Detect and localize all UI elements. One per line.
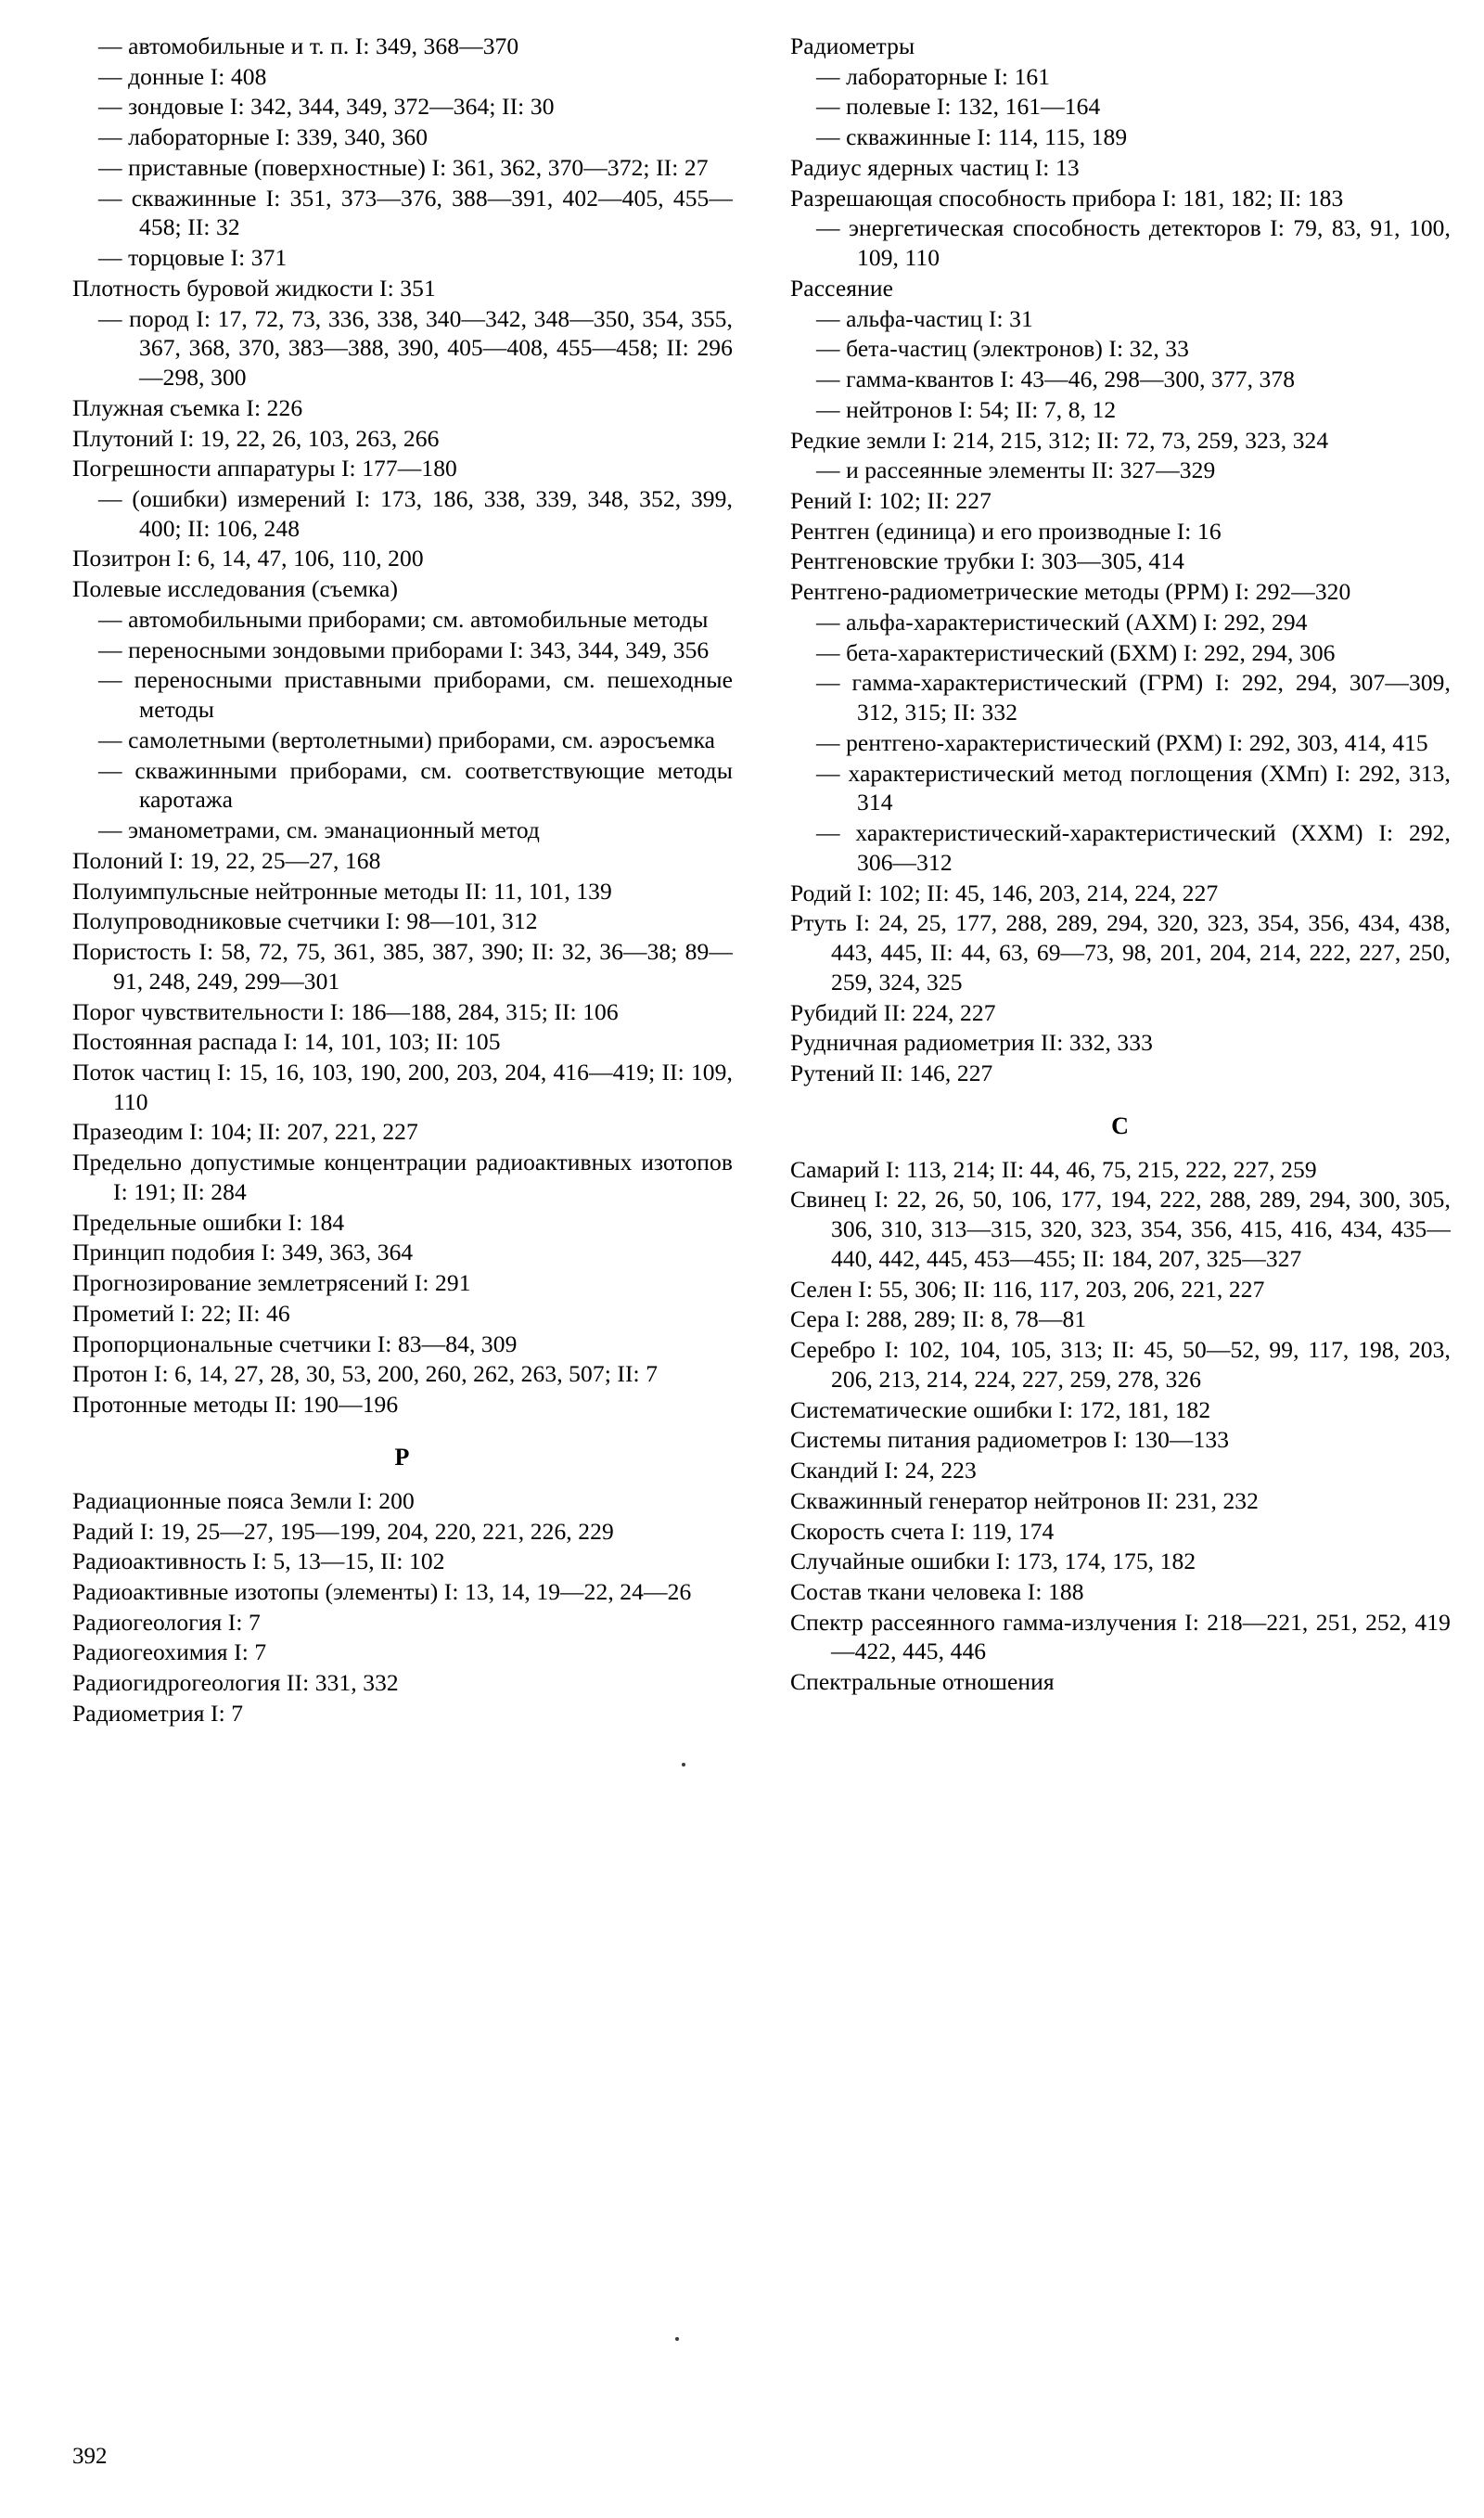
letter-heading-s: С bbox=[1111, 1111, 1130, 1139]
index-entry: Серебро I: 102, 104, 105, 313; II: 45, 50—52, 99, 117, 198, 203, 206, 213, 214, 224, 227, 259, 278, 326 bbox=[790, 1336, 1451, 1393]
index-entry: Радиус ядерных частиц I: 13 bbox=[790, 153, 1080, 181]
index-entry: Радиационные пояса Земли I: 200 bbox=[72, 1486, 415, 1514]
index-entry: Спектральные отношения bbox=[790, 1668, 1055, 1696]
index-entry: Порог чувствительности I: 186—188, 284, 315; II: 106 bbox=[72, 997, 619, 1025]
index-entry: Радиоактивность I: 5, 13—15, II: 102 bbox=[72, 1548, 445, 1575]
index-entry: Полоний I: 19, 22, 25—27, 168 bbox=[72, 846, 381, 874]
index-entry: Родий I: 102; II: 45, 146, 203, 214, 224, 227 bbox=[790, 879, 1219, 906]
index-entry: Скандий I: 24, 223 bbox=[790, 1457, 977, 1484]
index-entry: Полуимпульсные нейтронные методы II: 11, 101, 139 bbox=[72, 877, 612, 905]
index-entry: — гамма-квантов I: 43—46, 298—300, 377, 378 bbox=[816, 366, 1296, 393]
page-number: 392 bbox=[72, 2444, 108, 2469]
left-column bbox=[72, 32, 733, 1729]
index-entry: Скорость счета I: 119, 174 bbox=[790, 1517, 1055, 1545]
index-entry: Скважинный генератор нейтронов II: 231, 232 bbox=[790, 1486, 1259, 1514]
index-entry: Протон I: 6, 14, 27, 28, 30, 53, 200, 260, 262, 263, 507; II: 7 bbox=[72, 1360, 659, 1388]
index-entry: Рудничная радиометрия II: 332, 333 bbox=[790, 1029, 1153, 1057]
index-entry: Сера I: 288, 289; II: 8, 78—81 bbox=[790, 1305, 1087, 1333]
index-entry: Радиогеохимия I: 7 bbox=[72, 1638, 267, 1666]
index-entry: Радиогеология I: 7 bbox=[72, 1608, 261, 1636]
index-entry: Плотность буровой жидкости I: 351 bbox=[72, 274, 436, 302]
index-entry: Селен I: 55, 306; II: 116, 117, 203, 206, 221, 227 bbox=[790, 1275, 1265, 1303]
index-entry: — и рассеянные элементы II: 327—329 bbox=[816, 456, 1216, 484]
index-entry: — автомобильными приборами; см. автомобильные методы bbox=[98, 605, 709, 633]
index-entry: — полевые I: 132, 161—164 bbox=[816, 93, 1101, 121]
index-entry: — торцовые I: 371 bbox=[98, 244, 288, 272]
index-entry: — лабораторные I: 161 bbox=[816, 62, 1051, 90]
letter-heading-r: Р bbox=[394, 1443, 411, 1471]
right-column bbox=[790, 32, 1451, 1698]
index-entry: — рентгено-характеристический (РХМ) I: 292, 303, 414, 415 bbox=[816, 728, 1428, 756]
index-entry: Предельно допустимые концентрации радиоактивных изотопов I: 191; II: 284 bbox=[72, 1149, 733, 1205]
index-entry: Погрешности аппаратуры I: 177—180 bbox=[72, 455, 457, 482]
index-entry: — переносными зондовыми приборами I: 343, 344, 349, 356 bbox=[98, 636, 710, 663]
index-entry: — пород I: 17, 72, 73, 336, 338, 340—342, 348—350, 354, 355, 367, 368, 370, 383—388, 390, 405—408, 455—458; II: 296—298, 300 bbox=[98, 304, 733, 392]
index-entry: — скважинными приборами, см. соответствующие методы каротажа bbox=[98, 756, 733, 814]
index-entry: Постоянная распада I: 14, 101, 103; II: 105 bbox=[72, 1028, 501, 1056]
index-entry: Поток частиц I: 15, 16, 103, 190, 200, 203, 204, 416—419; II: 109, 110 bbox=[72, 1058, 733, 1115]
index-entry: — нейтронов I: 54; II: 7, 8, 12 bbox=[816, 395, 1117, 423]
index-entry: Позитрон I: 6, 14, 47, 106, 110, 200 bbox=[72, 545, 424, 572]
index-entry: Ртуть I: 24, 25, 177, 288, 289, 294, 320, 323, 354, 356, 434, 438, 443, 445, II: 44, 63, 69—73, 98, 201, 204, 214, 222, 227, 250, 259, 324, 325 bbox=[790, 909, 1451, 996]
index-entry: — характеристический метод поглощения (ХМп) I: 292, 313, 314 bbox=[816, 759, 1451, 816]
index-entry: — бета-характеристический (БХМ) I: 292, 294, 306 bbox=[816, 638, 1336, 666]
index-entry: — донные I: 408 bbox=[98, 62, 267, 90]
index-entry: — автомобильные и т. п. I: 349, 368—370 bbox=[98, 32, 519, 59]
index-entry: — самолетными (вертолетными) приборами, см. аэросъемка bbox=[98, 726, 716, 753]
index-entry: — скважинные I: 351, 373—376, 388—391, 402—405, 455—458; II: 32 bbox=[98, 184, 733, 241]
index-entry: — зондовые I: 342, 344, 349, 372—364; II: 30 bbox=[98, 93, 555, 121]
index-entry: Протонные методы II: 190—196 bbox=[72, 1391, 399, 1419]
index-entry: — альфа-частиц I: 31 bbox=[816, 304, 1033, 332]
index-entry: — эманометрами, см. эманационный метод bbox=[98, 816, 541, 844]
index-entry: Рентгено-радиометрические методы (РРМ) I: 292—320 bbox=[790, 578, 1351, 606]
index-entry: Прогнозирование землетрясений I: 291 bbox=[72, 1269, 471, 1297]
index-entry: Рассеяние bbox=[790, 274, 894, 302]
index-entry: Предельные ошибки I: 184 bbox=[72, 1208, 345, 1236]
index-columns bbox=[72, 32, 1451, 1729]
index-entry: Радиометры bbox=[790, 32, 915, 59]
index-entry: — бета-частиц (электронов) I: 32, 33 bbox=[816, 335, 1189, 363]
index-entry: Рентгеновские трубки I: 303—305, 414 bbox=[790, 547, 1184, 575]
index-entry: Систематические ошибки I: 172, 181, 182 bbox=[790, 1395, 1211, 1423]
index-entry: — (ошибки) измерений I: 173, 186, 338, 339, 348, 352, 399, 400; II: 106, 248 bbox=[98, 485, 733, 542]
index-entry: Рений I: 102; II: 227 bbox=[790, 487, 991, 515]
index-entry: Празеодим I: 104; II: 207, 221, 227 bbox=[72, 1118, 418, 1146]
index-entry: — гамма-характеристический (ГРМ) I: 292, 294, 307—309, 312, 315; II: 332 bbox=[816, 669, 1451, 726]
index-entry: — альфа-характеристический (АХМ) I: 292, 294 bbox=[816, 608, 1308, 636]
index-entry: — лабораторные I: 339, 340, 360 bbox=[98, 123, 429, 151]
index-entry: Разрешающая способность прибора I: 181, 182; II: 183 bbox=[790, 184, 1344, 212]
index-entry: Состав ткани человека I: 188 bbox=[790, 1577, 1084, 1605]
index-entry: — переносными приставными приборами, см. пешеходные методы bbox=[98, 666, 733, 724]
index-entry: — приставные (поверхностные) I: 361, 362, 370—372; II: 27 bbox=[98, 153, 709, 181]
index-entry: Свинец I: 22, 26, 50, 106, 177, 194, 222, 288, 289, 294, 300, 305, 306, 310, 313—315, 320, 323, 354, 356, 415, 416, 434, 435—440, 442, 445, 453—455; II: 184, 207, 325—327 bbox=[790, 1186, 1451, 1272]
page-speck bbox=[682, 1763, 685, 1766]
index-entry: Радиогидрогеология II: 331, 332 bbox=[72, 1669, 399, 1697]
index-entry: Принцип подобия I: 349, 363, 364 bbox=[72, 1239, 414, 1266]
index-entry: Рубидий II: 224, 227 bbox=[790, 998, 996, 1026]
index-entry: Спектр рассеянного гамма-излучения I: 218—221, 251, 252, 419—422, 445, 446 bbox=[790, 1608, 1451, 1665]
index-entry: Плутоний I: 19, 22, 26, 103, 263, 266 bbox=[72, 424, 440, 452]
index-entry: Полевые исследования (съемка) bbox=[72, 575, 399, 603]
index-entry: Радиометрия I: 7 bbox=[72, 1699, 244, 1727]
index-entry: — характеристический-характеристический (ХХМ) I: 292, 306—312 bbox=[816, 819, 1451, 876]
index-entry: Системы питания радиометров I: 130—133 bbox=[790, 1426, 1230, 1454]
index-entry: — энергетическая способность детекторов I: 79, 83, 91, 100, 109, 110 bbox=[816, 214, 1451, 272]
index-entry: Плужная съемка I: 226 bbox=[72, 393, 303, 421]
index-entry: Редкие земли I: 214, 215, 312; II: 72, 73, 259, 323, 324 bbox=[790, 426, 1329, 454]
index-entry: Пористость I: 58, 72, 75, 361, 385, 387, 390; II: 32, 36—38; 89—91, 248, 249, 299—301 bbox=[72, 938, 733, 995]
index-entry: Радий I: 19, 25—27, 195—199, 204, 220, 221, 226, 229 bbox=[72, 1517, 614, 1545]
index-entry: Радиоактивные изотопы (элементы) I: 13, 14, 19—22, 24—26 bbox=[72, 1577, 692, 1605]
index-entry: Случайные ошибки I: 173, 174, 175, 182 bbox=[790, 1548, 1196, 1575]
index-entry: Рутений II: 146, 227 bbox=[790, 1059, 993, 1086]
page-speck bbox=[675, 2337, 679, 2341]
index-entry: Самарий I: 113, 214; II: 44, 46, 75, 215, 222, 227, 259 bbox=[790, 1155, 1317, 1183]
index-entry: Пропорциональные счетчики I: 83—84, 309 bbox=[72, 1330, 518, 1357]
index-entry: Полупроводниковые счетчики I: 98—101, 312 bbox=[72, 907, 538, 935]
index-entry: Рентген (единица) и его производные I: 16 bbox=[790, 517, 1222, 545]
index-entry: — скважинные I: 114, 115, 189 bbox=[816, 123, 1128, 151]
index-entry: Прометий I: 22; II: 46 bbox=[72, 1299, 290, 1327]
